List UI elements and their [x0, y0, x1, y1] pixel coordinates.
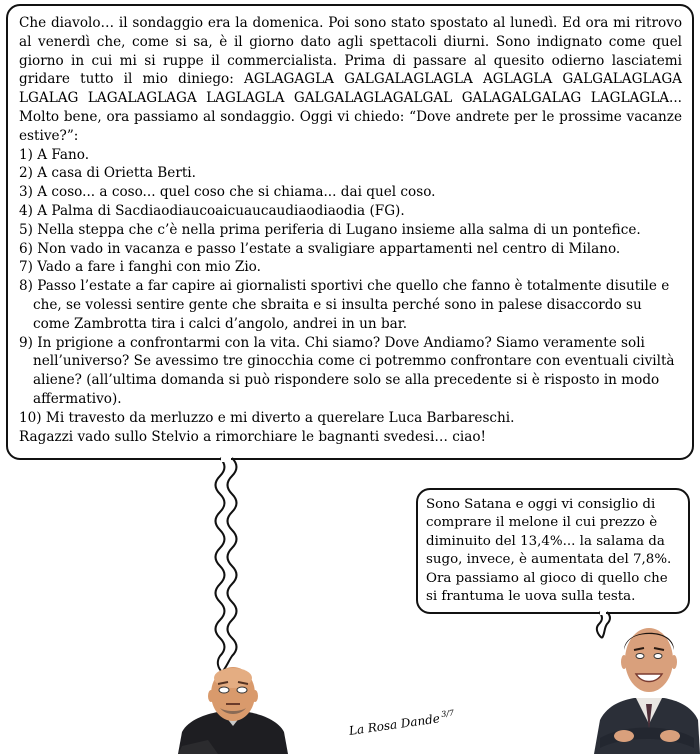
poll-option: 10) Mi travesto da merluzzo e mi diverto a querelare Luca Barbareschi.	[19, 409, 515, 426]
poll-option: 7) Vado a fare i fanghi con mio Zio.	[19, 259, 261, 276]
page-number: 3/7	[440, 708, 455, 720]
satana-speech-bubble	[416, 488, 690, 614]
main-closing-text: Ragazzi vado sullo Stelvio a rimorchiare le bagnanti svedesi… ciao!	[19, 428, 486, 445]
main-bubble-tail	[212, 458, 242, 678]
bald-man-illustration	[178, 666, 288, 754]
poll-option: 2) A casa di Orietta Berti.	[19, 165, 196, 182]
poll-options-list	[19, 146, 682, 428]
satana-illustration	[594, 620, 700, 754]
poll-option: 1) A Fano.	[19, 146, 90, 163]
poll-option: 9) In prigione a confrontarmi con la vita. Chi siamo? Dove Andiamo? Siamo veramente soli nell’universo? Se avessimo tre ginocchia come ci potremmo confrontare con eventuali civiltà aliene? (all’ultima domanda si può rispondere solo se alla precedente si è risposto in modo affermativo).	[19, 334, 675, 407]
signature-text: La Rosa Dande	[348, 711, 441, 738]
main-intro-text: Che diavolo… il sondaggio era la domenica. Poi sono stato spostato al lunedì. Ed ora mi ritrovo al venerdì che, come si sa, è il giorno dato agli spettacoli diurni. Sono indignato come quel giorno in cui mi si ruppe il commercialista. Prima di passare al quesito odierno lasciatemi gridare tutto il mio diniego: AGLAGAGLA GALGALAGLAGLA AGLAGLA GALGALAGLAGA LGALAG LAGALAGLAGA LAGLAGLA GALGALAGLAGALGAL GALAGALGALAG LAGLAGLA... Molto bene, ora passiamo al sondaggio. Oggi vi chiedo: “Dove andrete per le prossime vacanze estive?”:	[19, 15, 682, 144]
poll-option: 6) Non vado in vacanza e passo l’estate a svaligiare appartamenti nel centro di Milano.	[19, 240, 621, 257]
main-speech-bubble	[6, 4, 694, 460]
satana-speech-text: Sono Satana e oggi vi consiglio di comprare il melone il cui prezzo è diminuito del 13,4%... la salama da sugo, invece, è aumentata del 7,8%. Ora passiamo al gioco di quello che si frantuma le uova sulla testa.	[426, 497, 672, 605]
poll-option: 8) Passo l’estate a far capire ai giornalisti sportivi che quello che fanno è totalmente disutile e che, se volessi sentire gente che sbraita e si insulta perché sono in palese disaccordo su come Zambrotta tira i calci d’angolo, andrei in un bar.	[19, 278, 670, 332]
poll-option: 4) A Palma di Sacdiaodiaucoaicuaucaudiaodiaodia (FG).	[19, 202, 405, 219]
main-speech-text	[19, 14, 682, 446]
artist-signature	[348, 709, 455, 738]
poll-option: 3) A coso... a coso... quel coso che si chiama... dai quel coso.	[19, 184, 436, 201]
poll-option: 5) Nella steppa che c’è nella prima periferia di Lugano insieme alla salma di un pontefice.	[19, 221, 641, 238]
